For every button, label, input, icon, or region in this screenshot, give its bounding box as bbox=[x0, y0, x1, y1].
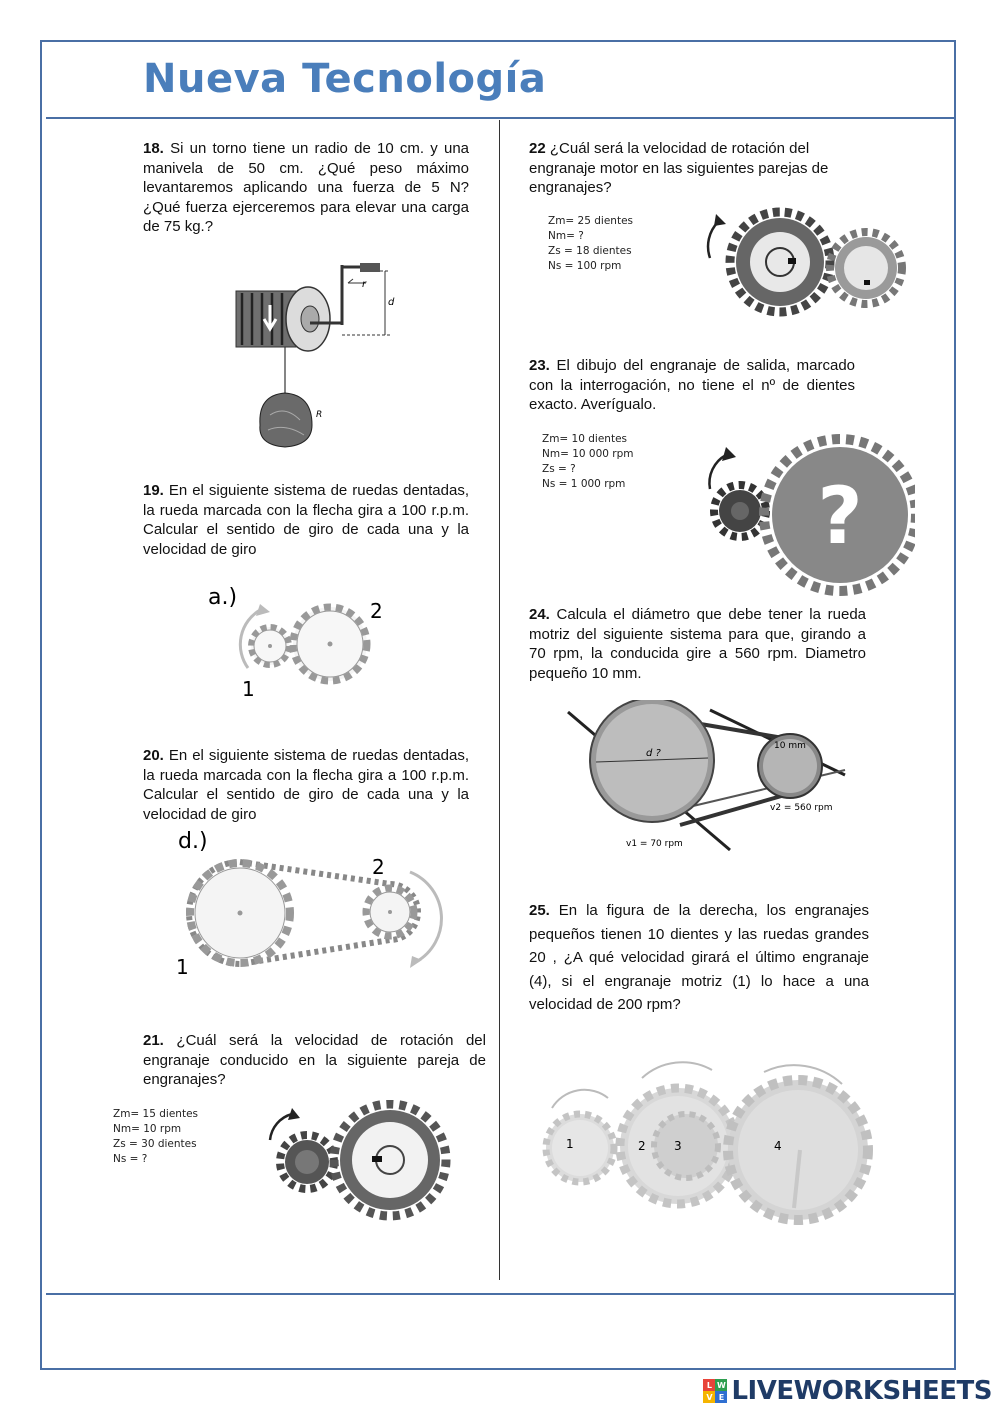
gear-1-label: 1 bbox=[242, 677, 255, 701]
liveworksheets-logo[interactable] bbox=[703, 1376, 992, 1406]
question-21 bbox=[143, 1031, 486, 1090]
badge-letter: V bbox=[703, 1391, 715, 1403]
panel-label: d.) bbox=[178, 829, 208, 854]
data-line: Zs = ? bbox=[542, 463, 576, 475]
question-24 bbox=[529, 605, 866, 683]
data-line: Nm= 10 rpm bbox=[113, 1123, 182, 1135]
question-mark: ? bbox=[817, 472, 863, 562]
page-title: Nueva Tecnología bbox=[143, 56, 547, 102]
data-line: Nm= ? bbox=[548, 230, 584, 242]
badge-letter: W bbox=[717, 1380, 726, 1390]
question-23 bbox=[529, 356, 855, 415]
gear-2-label: 2 bbox=[372, 855, 385, 879]
question-text: En el siguiente sistema de ruedas dentadas, la rueda marcada con la flecha gira a 100 r.p.m. Calcular el sentido de giro de cada una y la velocidad de giro bbox=[143, 482, 469, 558]
data-block-21 bbox=[113, 1107, 198, 1167]
question-number: 24. bbox=[529, 606, 550, 623]
badge-letter: L bbox=[703, 1379, 715, 1391]
question-text: En el siguiente sistema de ruedas dentadas, la rueda marcada con la flecha gira a 100 r.p.m. Calcular el sentido de giro de cada una y la velocidad de giro bbox=[143, 747, 469, 823]
label-d: d bbox=[388, 297, 395, 308]
gear-pair-figure-a bbox=[200, 578, 405, 708]
gear-pair-figure-23 bbox=[700, 425, 915, 600]
question-text: Calcula el diámetro que debe tener la rueda motriz del siguiente sistema para que, girando a 70 rpm, la conducida gire a 560 rpm. Diametro pequeño 10 mm. bbox=[529, 606, 866, 682]
question-number: 18. bbox=[143, 140, 164, 157]
data-line: Zm= 15 dientes bbox=[113, 1108, 198, 1120]
header-divider bbox=[46, 117, 956, 119]
gear-pair-figure-21 bbox=[262, 1100, 462, 1225]
data-line: Zs = 18 dientes bbox=[548, 245, 632, 257]
data-block-23 bbox=[542, 432, 634, 492]
v2-label: v2 = 560 rpm bbox=[770, 803, 833, 813]
small-diameter-label: 10 mm bbox=[774, 741, 806, 751]
gear-2-label: 2 bbox=[370, 599, 383, 623]
gear-large bbox=[293, 607, 367, 681]
brand-name: LIVEWORKSHEETS bbox=[731, 1376, 992, 1406]
question-text: En la figura de la derecha, los engranajes pequeños tienen 10 dientes y las ruedas grandes 20 , ¿A qué velocidad girará el último engranaje (4), si el engranaje motriz (1) lo hace a una velocidad de 200 rpm? bbox=[529, 902, 869, 1013]
question-text: Si un torno tiene un radio de 10 cm. y una manivela de 50 cm. ¿Qué peso máximo levantaremos aplicando una fuerza de 5 N? ¿Qué fuerza ejerceremos para elevar una carga de 75 kg.? bbox=[143, 140, 470, 235]
question-number: 25. bbox=[529, 902, 550, 919]
panel-label: a.) bbox=[208, 585, 238, 610]
data-line: Ns = 100 rpm bbox=[548, 260, 622, 272]
belt-drive-figure-24 bbox=[560, 700, 850, 860]
data-line: Zm= 25 dientes bbox=[548, 215, 633, 227]
question-number: 23. bbox=[529, 357, 550, 374]
label-R: R bbox=[316, 410, 323, 420]
gear-train-figure-25 bbox=[542, 1058, 882, 1243]
gear-1-label: 1 bbox=[566, 1137, 574, 1151]
data-line: Zs = 30 dientes bbox=[113, 1138, 197, 1150]
question-number: 21. bbox=[143, 1032, 164, 1049]
question-number: 20. bbox=[143, 747, 164, 764]
data-line: Zm= 10 dientes bbox=[542, 433, 627, 445]
winch-figure bbox=[230, 255, 410, 460]
question-number: 22 bbox=[529, 140, 546, 157]
data-block-22 bbox=[548, 214, 633, 274]
gear-small bbox=[251, 627, 289, 665]
question-text: ¿Cuál será la velocidad de rotación del engranaje motor en las siguientes parejas de engranajes? bbox=[529, 140, 829, 196]
logo-badge-icon bbox=[703, 1379, 727, 1403]
data-line: Ns = ? bbox=[113, 1153, 148, 1165]
question-19 bbox=[143, 481, 469, 559]
question-text: ¿Cuál será la velocidad de rotación del engranaje conducido en la siguiente pareja de engranajes? bbox=[143, 1032, 486, 1088]
column-divider bbox=[499, 120, 500, 1280]
data-line: Nm= 10 000 rpm bbox=[542, 448, 634, 460]
label-r: r bbox=[362, 279, 367, 290]
question-18 bbox=[143, 139, 469, 237]
gear-pair-figure-22 bbox=[700, 200, 910, 320]
gear-2-label: 2 bbox=[638, 1139, 646, 1153]
question-22 bbox=[529, 139, 862, 198]
diameter-label: d ? bbox=[646, 748, 661, 759]
gear-3-label: 3 bbox=[674, 1139, 682, 1153]
question-25 bbox=[529, 899, 869, 1017]
v1-label: v1 = 70 rpm bbox=[626, 839, 683, 849]
gear-1-label: 1 bbox=[176, 955, 189, 979]
footer-divider bbox=[46, 1293, 956, 1295]
data-line: Ns = 1 000 rpm bbox=[542, 478, 626, 490]
chain-drive-figure-d bbox=[160, 822, 450, 997]
question-20 bbox=[143, 746, 469, 824]
question-text: El dibujo del engranaje de salida, marcado con la interrogación, no tiene el nº de dientes exacto. Averígualo. bbox=[529, 357, 855, 413]
question-number: 19. bbox=[143, 482, 164, 499]
badge-letter: E bbox=[715, 1391, 727, 1403]
gear-4-label: 4 bbox=[774, 1139, 782, 1153]
